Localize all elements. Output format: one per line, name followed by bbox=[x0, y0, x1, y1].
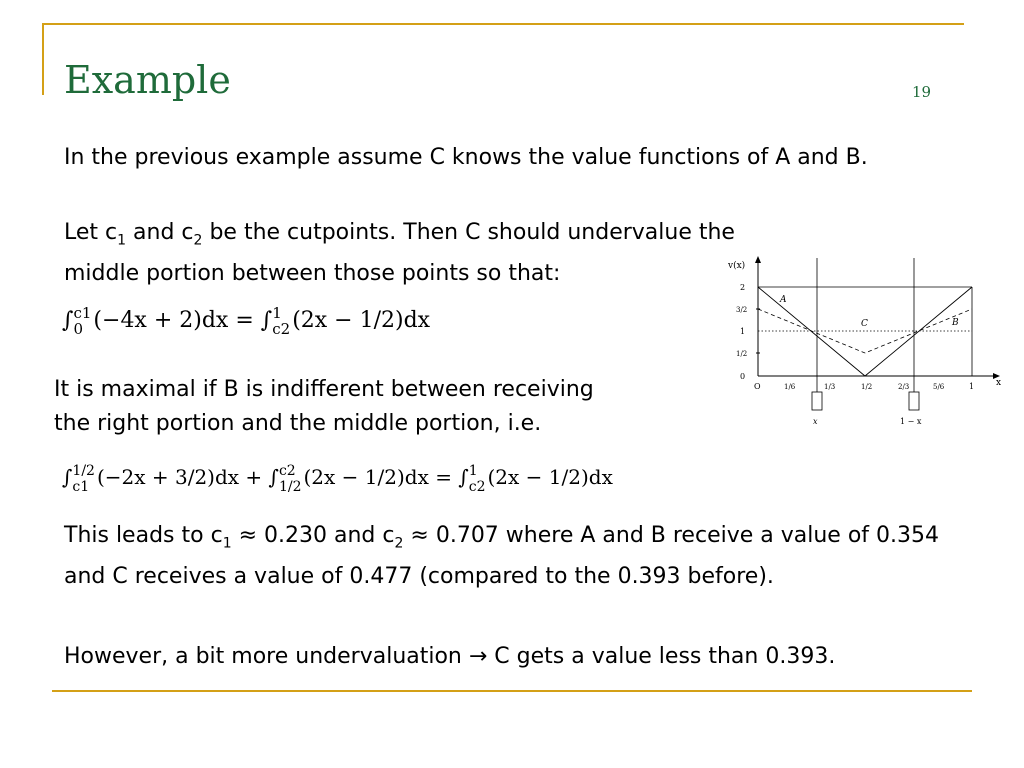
value-function-figure bbox=[728, 254, 1010, 430]
paragraph-1-text: In the previous example assume C knows the value functions of A and B. bbox=[64, 145, 868, 170]
eq2-integral-3: ∫ bbox=[458, 465, 469, 489]
equation-2 bbox=[62, 462, 613, 495]
curve-label-C: C bbox=[861, 319, 868, 329]
marker-right-label: 1 − x bbox=[900, 417, 922, 426]
page-number: 19 bbox=[912, 83, 932, 101]
x-tick-1: 1/6 bbox=[784, 383, 796, 391]
paragraph-2-line-2: middle portion between those points so that: bbox=[64, 261, 561, 287]
curve-B bbox=[865, 287, 972, 376]
eq1-integral-1: ∫ bbox=[62, 308, 74, 333]
eq2-integral-2: ∫ bbox=[268, 465, 279, 489]
y-tick-2: 1 bbox=[740, 327, 746, 336]
eq1-body-2: (2x − 1/2)dx bbox=[292, 308, 431, 333]
eq1-upper-1: c1 bbox=[73, 304, 92, 322]
eq1-body-1: (−4x + 2)dx = bbox=[93, 308, 261, 333]
p2-sub-2: 2 bbox=[193, 232, 203, 249]
y-tick-0: 0 bbox=[740, 372, 746, 381]
frame-left-rule bbox=[42, 23, 44, 95]
paragraph-3-line-2: the right portion and the middle portion, i.e. bbox=[54, 411, 542, 436]
paragraph-3-line-1: It is maximal if B is indifferent between receiving bbox=[54, 377, 594, 402]
paragraph-3 bbox=[54, 373, 734, 441]
x-tick-6: 1 bbox=[969, 382, 975, 391]
eq2-integral-1: ∫ bbox=[62, 465, 73, 489]
eq1-lower-2: c2 bbox=[272, 320, 291, 338]
x-tick-0: O bbox=[754, 382, 761, 391]
eq2-lower-1: c1 bbox=[72, 478, 90, 495]
eq2-upper-2: c2 bbox=[278, 462, 296, 479]
p4-text-c: ≈ 0.707 where A and B receive a value of 0.354 and C receives a value of 0.477 (compared to the 0.393 before). bbox=[64, 523, 940, 590]
y-axis-arrow bbox=[755, 256, 761, 263]
y-tick-4: 2 bbox=[740, 283, 746, 292]
p2-text-b: and c bbox=[126, 220, 194, 245]
eq2-upper-3: 1 bbox=[468, 462, 478, 479]
paragraph-4 bbox=[64, 519, 984, 594]
y-tick-3: 3/2 bbox=[736, 306, 748, 314]
slide-title: Example bbox=[64, 58, 231, 102]
curve-label-A: A bbox=[780, 295, 787, 305]
arrow-icon: → bbox=[468, 644, 488, 669]
x-tick-3: 1/2 bbox=[861, 383, 873, 391]
eq2-lower-2: 1/2 bbox=[278, 478, 302, 495]
eq1-upper-2: 1 bbox=[272, 304, 282, 322]
eq2-body-3: (2x − 1/2)dx bbox=[487, 465, 613, 489]
x-axis-label: x bbox=[996, 378, 1002, 388]
p4-sub-1: 1 bbox=[222, 535, 232, 552]
eq2-body-1: (−2x + 3/2)dx + bbox=[96, 465, 269, 489]
eq2-upper-1: 1/2 bbox=[72, 462, 95, 479]
y-axis-label: v(x) bbox=[728, 261, 746, 271]
frame-bottom-rule bbox=[52, 690, 972, 692]
marker-left-box bbox=[812, 392, 822, 410]
frame-top-rule bbox=[42, 23, 964, 25]
curve-label-B: B bbox=[952, 318, 959, 328]
marker-left-label: x bbox=[813, 417, 818, 426]
p5-text-b: C gets a value less than 0.393. bbox=[487, 644, 836, 669]
eq1-integral-2: ∫ bbox=[260, 308, 273, 333]
eq1-lower-1: 0 bbox=[73, 320, 84, 338]
x-tick-5: 5/6 bbox=[933, 383, 945, 391]
p4-text-b: ≈ 0.230 and c bbox=[231, 523, 395, 548]
y-tick-1: 1/2 bbox=[736, 350, 748, 358]
x-tick-4: 2/3 bbox=[898, 383, 910, 391]
paragraph-2-line-1 bbox=[64, 216, 884, 257]
marker-right-box bbox=[909, 392, 919, 410]
curve-A bbox=[758, 287, 865, 376]
equation-1 bbox=[62, 305, 430, 337]
p4-text-a: This leads to c bbox=[64, 523, 223, 548]
eq2-body-2: (2x − 1/2)dx = bbox=[303, 465, 459, 489]
paragraph-5 bbox=[64, 640, 994, 674]
p2-sub-1: 1 bbox=[117, 232, 127, 249]
p4-sub-2: 2 bbox=[394, 535, 404, 552]
p2-text-c: be the cutpoints. Then C should undervalue the bbox=[202, 220, 735, 245]
paragraph-1 bbox=[64, 141, 924, 175]
p2-text-a: Let c bbox=[64, 220, 118, 245]
p5-text-a: However, a bit more undervaluation bbox=[64, 644, 469, 669]
x-tick-2: 1/3 bbox=[824, 383, 836, 391]
eq2-lower-3: c2 bbox=[468, 478, 486, 495]
